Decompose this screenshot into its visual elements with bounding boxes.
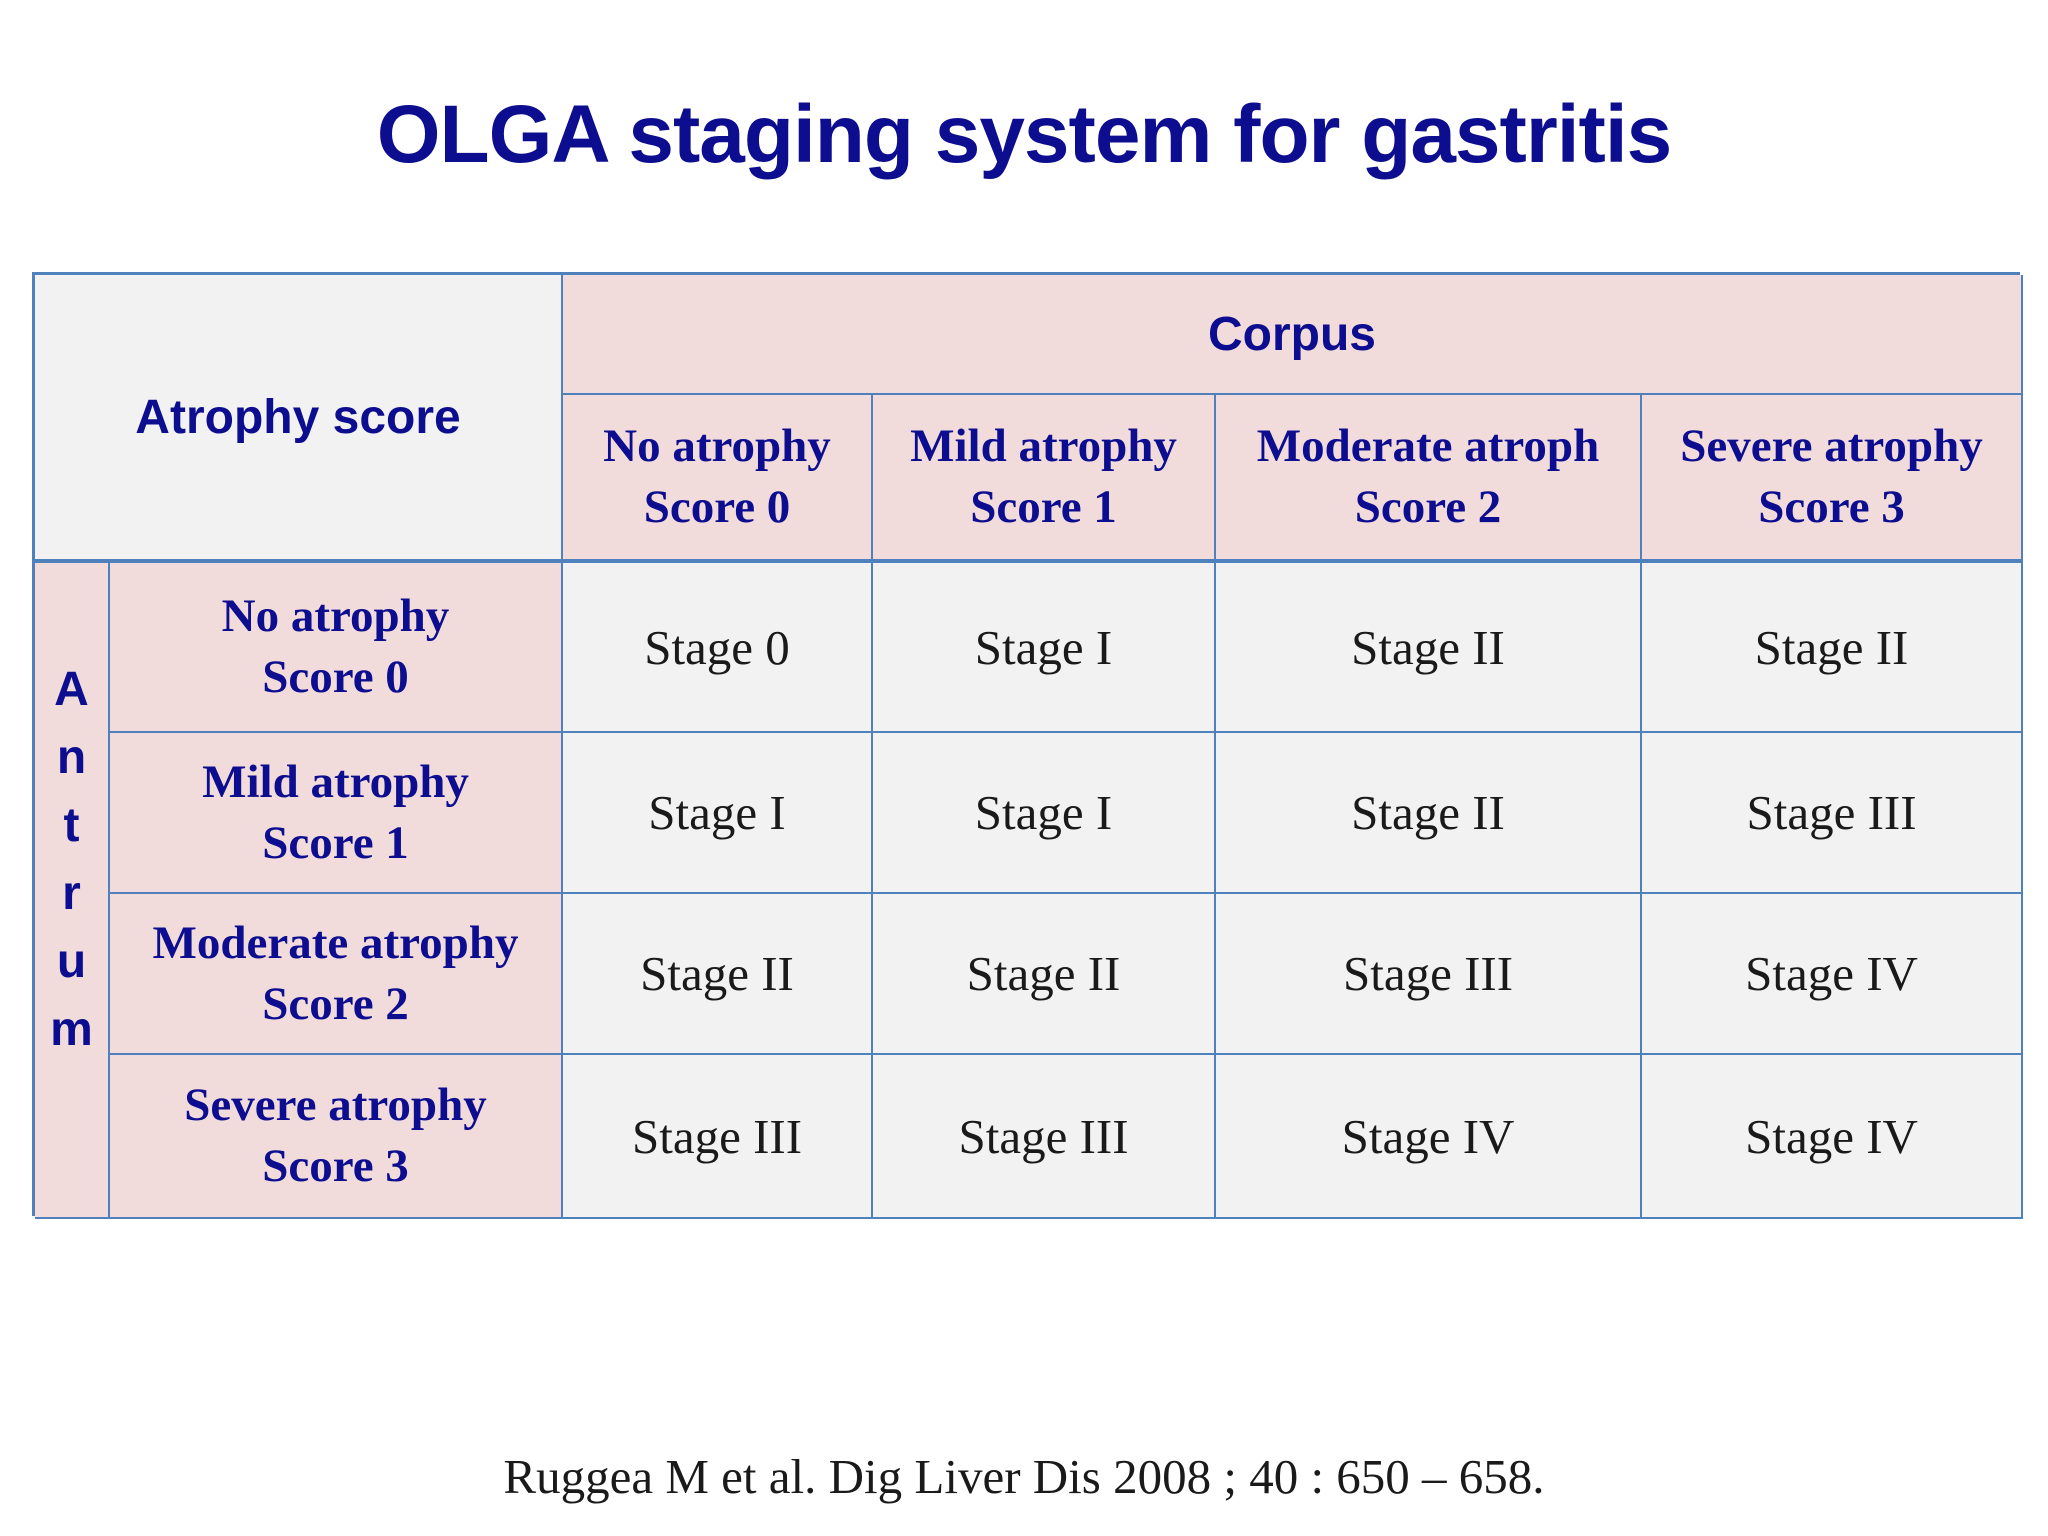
stage-cell	[1216, 733, 1642, 894]
stage-cell	[563, 894, 873, 1055]
corpus-column-header	[1642, 395, 2023, 563]
stage-cell	[873, 1055, 1216, 1219]
stage-value: Stage IV	[1341, 1108, 1515, 1164]
stage-value: Stage I	[974, 619, 1113, 675]
antrum-letter: r	[62, 867, 81, 920]
antrum-row-header	[110, 894, 563, 1055]
stage-cell	[1216, 894, 1642, 1055]
corpus-column-header	[873, 395, 1216, 563]
stage-value: Stage II	[1351, 619, 1505, 675]
row-atrophy-score: Score 3	[262, 1140, 409, 1192]
stage-value: Stage 0	[644, 619, 790, 675]
stage-cell	[1216, 563, 1642, 733]
stage-cell	[1642, 733, 2023, 894]
stage-value: Stage IV	[1745, 1108, 1918, 1164]
row-atrophy-score: Score 2	[262, 977, 409, 1030]
column-atrophy-score: Score 0	[643, 481, 791, 533]
antrum-row-header	[110, 733, 563, 894]
row-atrophy-score: Score 0	[262, 651, 409, 703]
column-atrophy-name: Severe atrophy	[1680, 420, 1983, 472]
antrum-row-header	[110, 563, 563, 733]
stage-value: Stage III	[1342, 946, 1514, 1001]
stage-value: Stage II	[640, 946, 794, 1001]
olga-staging-table	[32, 272, 2020, 1216]
antrum-letter: A	[54, 663, 89, 716]
stage-value: Stage II	[1754, 619, 1909, 675]
column-atrophy-name: No atrophy	[603, 420, 831, 472]
row-atrophy-name: Mild atrophy	[202, 755, 469, 808]
stage-cell	[1642, 894, 2023, 1055]
stage-value: Stage II	[1351, 785, 1505, 840]
column-atrophy-name: Mild atrophy	[910, 420, 1177, 472]
antrum-label	[35, 563, 110, 1219]
corpus-label: Corpus	[1208, 307, 1376, 361]
column-atrophy-score: Score 3	[1758, 481, 1905, 533]
stage-value: Stage I	[648, 785, 786, 840]
antrum-letter: t	[63, 799, 80, 852]
corpus-column-header	[1216, 395, 1642, 563]
corpus-header	[563, 275, 2023, 395]
antrum-row-header	[110, 1055, 563, 1219]
stage-cell	[1216, 1055, 1642, 1219]
corpus-column-header	[563, 395, 873, 563]
citation: Ruggea M et al. Dig Liver Dis 2008 ; 40 : 650 – 658.	[503, 1449, 1545, 1504]
stage-value: Stage III	[1746, 785, 1917, 840]
stage-value: Stage III	[631, 1108, 803, 1164]
row-atrophy-name: No atrophy	[221, 590, 450, 642]
stage-cell	[563, 1055, 873, 1219]
stage-cell	[873, 733, 1216, 894]
stage-value: Stage II	[966, 946, 1121, 1001]
stage-cell	[873, 563, 1216, 733]
antrum-letter: u	[56, 935, 87, 988]
row-atrophy-name: Moderate atrophy	[152, 916, 519, 969]
column-atrophy-name: Moderate atroph	[1256, 420, 1600, 472]
antrum-letter: n	[56, 731, 87, 784]
stage-cell	[1642, 563, 2023, 733]
stage-value: Stage III	[958, 1108, 1129, 1164]
stage-value: Stage I	[974, 785, 1113, 840]
column-atrophy-score: Score 2	[1354, 481, 1502, 533]
row-atrophy-score: Score 1	[262, 816, 409, 869]
atrophy-score-header	[35, 275, 563, 563]
atrophy-score-label: Atrophy score	[135, 390, 461, 444]
stage-value: Stage IV	[1745, 946, 1918, 1001]
stage-cell	[873, 894, 1216, 1055]
stage-cell	[1642, 1055, 2023, 1219]
row-atrophy-name: Severe atrophy	[184, 1079, 487, 1131]
column-atrophy-score: Score 1	[970, 481, 1117, 533]
stage-cell	[563, 733, 873, 894]
slide-title: OLGA staging system for gastritis	[376, 89, 1672, 180]
stage-cell	[563, 563, 873, 733]
antrum-letter: m	[50, 1003, 93, 1056]
